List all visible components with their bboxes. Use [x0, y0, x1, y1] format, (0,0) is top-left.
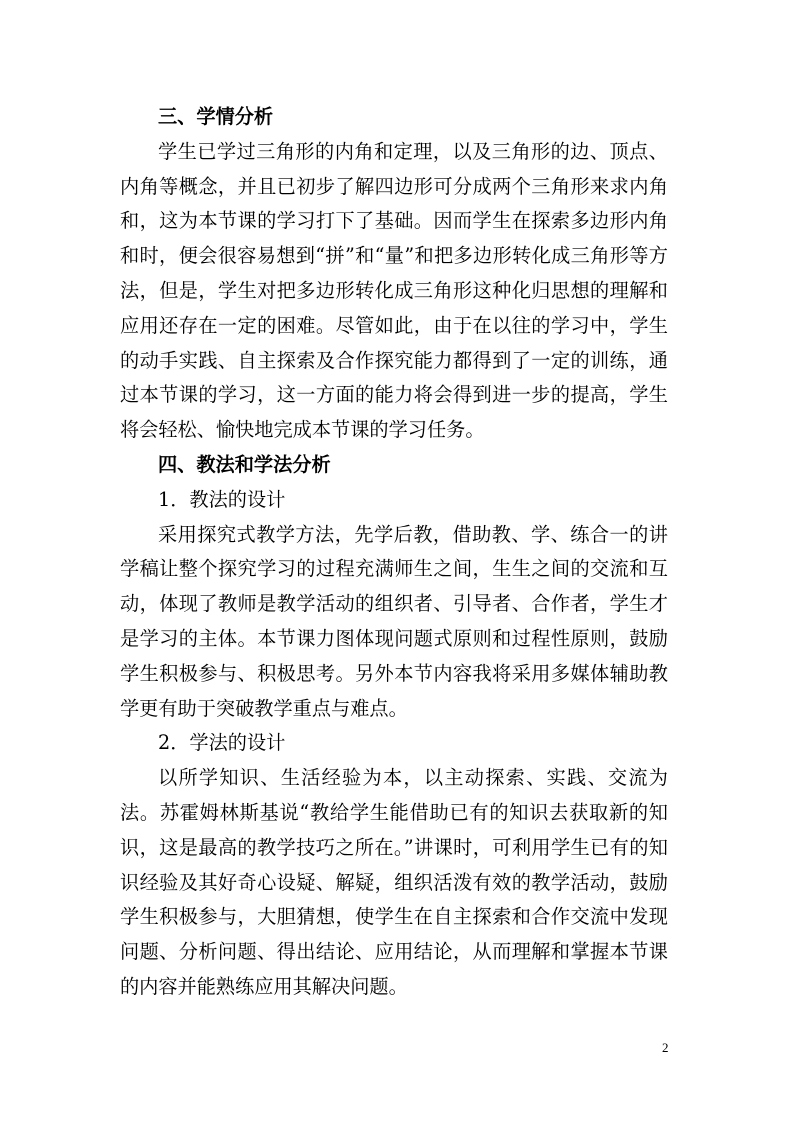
subsection-title-learning-design: 2．学法的设计 — [158, 731, 286, 755]
section-heading-methods-analysis: 四、教法和学法分析 — [158, 452, 331, 476]
paragraph-learning-analysis: 学生已学过三角形的内角和定理，以及三角形的边、顶点、内角等概念，并且已初步了解四边形可分成两个三角形来求内角和，这为本节课的学习打下了基础。因而学生在探索多边形内角和时，便会很容易想到“拼”和“量”和把多边形转化成三角形等方法，但是，学生对把多边形转化成三角形这种化归思想的理解和应用还存在一定的困难。尽管如此，由于在以往的学习中，学生的动手实践、自主探索及合作探究能力都得到了一定的训练，通过本节课的学习，这一方面的能力将会得到进一步的提高，学生将会轻松、愉快地完成本节课的学习任务。 — [120, 139, 668, 442]
paragraph-learning-design: 以所学知识、生活经验为本，以主动探索、实践、交流为法。苏霍姆林斯基说“教给学生能借助已有的知识去获取新的知识，这是最高的教学技巧之所在。”讲课时，可利用学生已有的知识经验及其好奇心设疑、解疑，组织活泼有效的教学活动，鼓励学生积极参与，大胆猜想，使学生在自主探索和合作交流中发现问题、分析问题、得出结论、应用结论，从而理解和掌握本节课的内容并能熟练应用其解决问题。 — [120, 766, 668, 998]
section-heading-learning-analysis: 三、学情分析 — [158, 105, 274, 128]
subsection-title-teaching-design: 1．教法的设计 — [158, 487, 286, 511]
paragraph-teaching-design: 采用探究式教学方法，先学后教，借助教、学、练合一的讲学稿让整个探究学习的过程充满师生之间，生生之间的交流和互动，体现了教师是教学活动的组织者、引导者、合作者，学生才是学习的主体。本节课力图体现问题式原则和过程性原则，鼓励学生积极参与、积极思考。另外本节内容我将采用多媒体辅助教学更有助于突破教学重点与难点。 — [120, 522, 668, 720]
page-number: 2 — [662, 1040, 669, 1055]
page-body — [120, 100, 668, 1005]
